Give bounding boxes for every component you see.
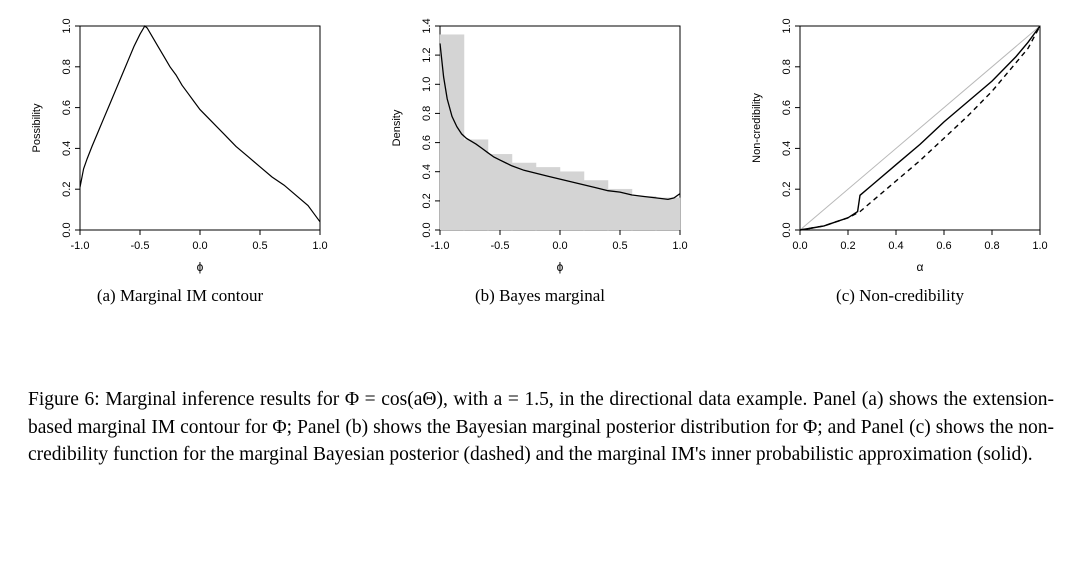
figure-caption: [28, 386, 1054, 469]
svg-text:0.5: 0.5: [252, 240, 268, 252]
svg-text:0.4: 0.4: [421, 164, 433, 180]
non-credibility-chart: [730, 8, 1070, 278]
marginal-im-contour-chart: [10, 8, 350, 278]
svg-text:1.2: 1.2: [421, 47, 433, 63]
svg-text:0.2: 0.2: [840, 240, 856, 252]
svg-text:0.2: 0.2: [421, 193, 433, 209]
panel-c: [720, 8, 1080, 306]
svg-text:0.2: 0.2: [61, 181, 73, 197]
svg-text:0.4: 0.4: [888, 240, 904, 252]
figure-caption-text: Marginal inference results for Φ = cos(aΘ), with a = 1.5, in the directional data example. Panel (a) shows the extension-based marginal IM contour for Φ; Panel (b) shows the Bayesian marginal posterior distribution for Φ; and Panel (c) shows the non-credibility function for the marginal Bayesian posterior (dashed) and the marginal IM's inner probabilistic approximation (solid).: [28, 389, 1054, 466]
svg-text:1.4: 1.4: [421, 18, 433, 34]
y-axis-tick-labels: [781, 18, 793, 237]
svg-text:-0.5: -0.5: [490, 240, 510, 252]
svg-text:0.0: 0.0: [792, 240, 808, 252]
panel-b-caption: (b) Bayes marginal: [475, 286, 605, 305]
svg-text:0.6: 0.6: [61, 99, 73, 116]
x-axis-ticks: [80, 230, 320, 235]
y-axis-title: Density: [391, 109, 403, 147]
panel-a-plot: [10, 8, 350, 278]
y-axis-ticks: [435, 26, 440, 230]
svg-text:0.0: 0.0: [552, 240, 568, 252]
svg-text:0.0: 0.0: [421, 222, 433, 238]
svg-text:0.4: 0.4: [61, 140, 73, 157]
y-axis-ticks: [75, 26, 80, 230]
x-axis-tick-labels: [71, 240, 328, 252]
svg-text:-1.0: -1.0: [70, 240, 90, 252]
x-axis-ticks: [440, 230, 680, 235]
svg-text:1.0: 1.0: [781, 18, 793, 34]
svg-text:0.2: 0.2: [781, 181, 793, 197]
svg-text:0.8: 0.8: [781, 59, 793, 75]
svg-text:0.5: 0.5: [612, 240, 628, 252]
svg-text:0.6: 0.6: [936, 240, 952, 252]
svg-text:0.0: 0.0: [61, 222, 73, 238]
svg-text:1.0: 1.0: [672, 240, 688, 252]
panel-c-plot: [730, 8, 1070, 278]
svg-text:-1.0: -1.0: [430, 240, 450, 252]
y-axis-title: Possibility: [31, 103, 43, 153]
svg-text:0.8: 0.8: [984, 240, 1000, 252]
panel-a: [0, 8, 360, 306]
y-axis-ticks: [795, 26, 800, 230]
x-axis-ticks: [800, 230, 1040, 235]
x-axis-title: α: [916, 260, 924, 274]
plot-frame: [80, 26, 320, 230]
svg-text:1.0: 1.0: [1032, 240, 1048, 252]
svg-text:0.0: 0.0: [781, 222, 793, 238]
y-axis-tick-labels: [421, 18, 433, 237]
panel-b-plot: [370, 8, 710, 278]
y-axis-title: Non-credibility: [751, 93, 763, 163]
x-axis-tick-labels: [431, 240, 688, 252]
y-axis-tick-labels: [61, 18, 73, 237]
svg-text:0.8: 0.8: [421, 105, 433, 122]
svg-text:0.4: 0.4: [781, 140, 793, 157]
svg-text:0.6: 0.6: [421, 134, 433, 151]
svg-text:0.8: 0.8: [61, 59, 73, 75]
svg-text:0.0: 0.0: [192, 240, 208, 252]
panel-b: [360, 8, 720, 306]
svg-text:0.6: 0.6: [781, 99, 793, 116]
x-axis-title: ϕ: [556, 260, 564, 274]
bayes-marginal-chart: [370, 8, 710, 278]
svg-text:1.0: 1.0: [421, 76, 433, 92]
svg-text:-0.5: -0.5: [130, 240, 150, 252]
x-axis-tick-labels: [792, 240, 1047, 252]
svg-text:1.0: 1.0: [312, 240, 328, 252]
panel-c-caption: (c) Non-credibility: [836, 286, 964, 305]
panel-a-caption: (a) Marginal IM contour: [96, 286, 264, 305]
figure-number: Figure 6:: [28, 389, 100, 410]
x-axis-title: ϕ: [196, 260, 204, 274]
svg-text:1.0: 1.0: [61, 18, 73, 34]
